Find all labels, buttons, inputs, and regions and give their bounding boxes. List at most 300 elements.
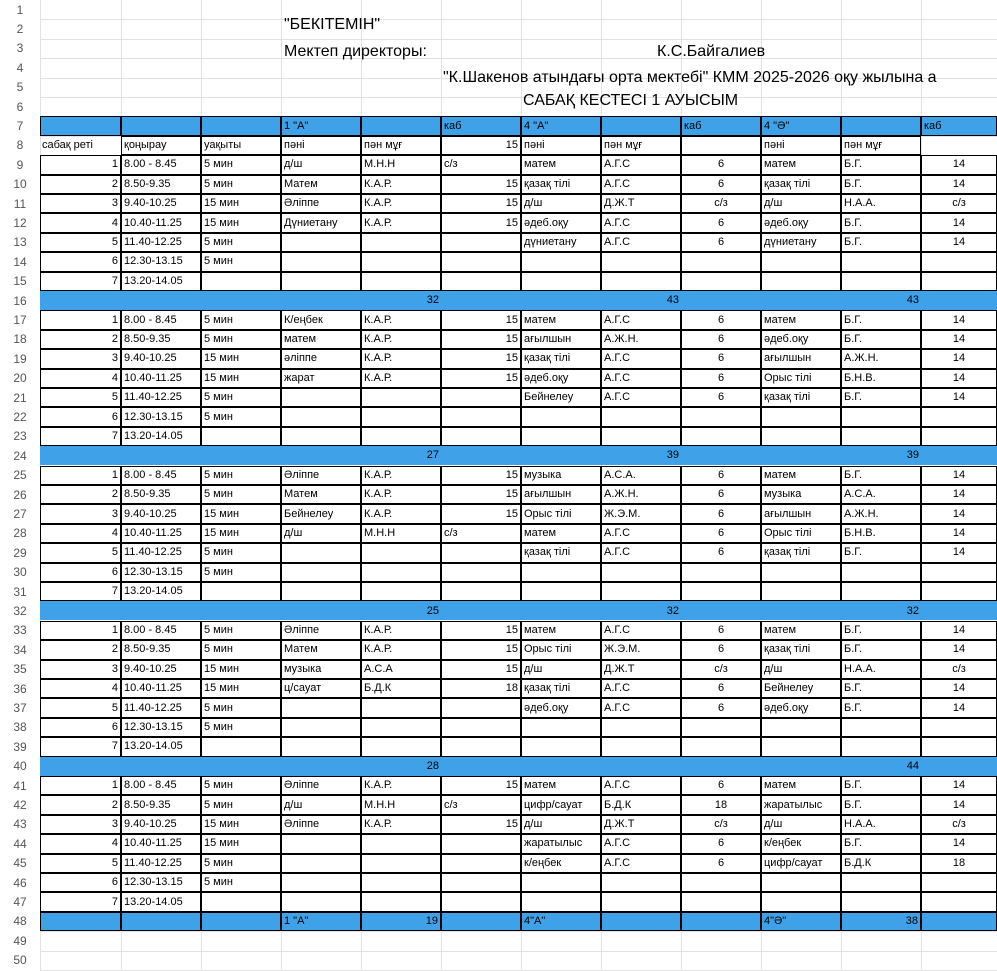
break-length[interactable]: 5 мин	[201, 388, 281, 407]
lesson-number[interactable]: 1	[40, 466, 121, 485]
kab-4ae[interactable]: 14	[921, 233, 997, 252]
break-length[interactable]: 15 мин	[201, 349, 281, 368]
subject-1a[interactable]	[281, 563, 361, 582]
row-number[interactable]: 16	[13, 293, 27, 308]
break-length[interactable]: 5 мин	[201, 640, 281, 659]
teacher-1a[interactable]	[361, 233, 441, 252]
lesson-number[interactable]: 4	[40, 834, 121, 853]
subject-4a[interactable]	[521, 563, 601, 582]
bell-time[interactable]: 8.50-9.35	[121, 640, 201, 659]
subject-1a[interactable]: ц/сауат	[281, 679, 361, 698]
subject-4ae[interactable]: цифр/сауат	[761, 854, 841, 873]
kab-1a[interactable]: с/з	[441, 155, 521, 174]
teacher-4ae[interactable]	[841, 563, 921, 582]
subject-4a[interactable]: к/еңбек	[521, 854, 601, 873]
bell-time[interactable]: 9.40-10.25	[121, 815, 201, 834]
break-length[interactable]: 5 мин	[201, 175, 281, 194]
bell-time[interactable]: 10.40-11.25	[121, 369, 201, 388]
subject-1a[interactable]: Әліппе	[281, 466, 361, 485]
subject-4a[interactable]	[521, 873, 601, 892]
lesson-number[interactable]: 4	[40, 213, 121, 232]
lesson-number[interactable]: 5	[40, 388, 121, 407]
teacher-4ae[interactable]: Б.Г.	[841, 795, 921, 814]
subject-4ae[interactable]: Бейнелеу	[761, 679, 841, 698]
teacher-4ae[interactable]: Б.Н.В.	[841, 369, 921, 388]
teacher-4ae[interactable]	[841, 718, 921, 737]
subject-4ae[interactable]: қазақ тілі	[761, 388, 841, 407]
lesson-number[interactable]: 4	[40, 679, 121, 698]
teacher-4a[interactable]	[601, 892, 681, 911]
row-number[interactable]: 26	[13, 487, 27, 502]
teacher-1a[interactable]: К.А.Р.	[361, 621, 441, 640]
subject-4ae[interactable]: қазақ тілі	[761, 640, 841, 659]
kab-4a[interactable]: с/з	[681, 660, 761, 679]
bar-cell[interactable]	[601, 116, 681, 135]
kab-1a[interactable]	[441, 233, 521, 252]
kab-1a[interactable]: 18	[441, 679, 521, 698]
kab-4ae[interactable]	[921, 582, 997, 601]
subject-1a[interactable]: Матем	[281, 640, 361, 659]
kab-4a[interactable]: 6	[681, 330, 761, 349]
break-length[interactable]: 15 мин	[201, 213, 281, 232]
row-number[interactable]: 30	[13, 565, 27, 580]
row-number[interactable]: 10	[13, 177, 27, 192]
kab-4a[interactable]: 6	[681, 621, 761, 640]
bell-time[interactable]: 12.30-13.15	[121, 407, 201, 426]
row-number[interactable]: 23	[13, 429, 27, 444]
teacher-4a[interactable]	[601, 272, 681, 291]
subject-4a[interactable]	[521, 718, 601, 737]
bar-cell[interactable]	[361, 116, 441, 135]
subject-1a[interactable]: жарат	[281, 369, 361, 388]
kab-4ae[interactable]: 14	[921, 504, 997, 523]
kab-1a[interactable]: 15	[441, 815, 521, 834]
kab-4ae[interactable]: 14	[921, 175, 997, 194]
bell-time[interactable]: 13.20-14.05	[121, 892, 201, 911]
row-number[interactable]: 42	[13, 797, 27, 812]
subject-4ae[interactable]	[761, 407, 841, 426]
break-length[interactable]: 5 мин	[201, 155, 281, 174]
break-length[interactable]	[201, 427, 281, 446]
kab-4a[interactable]: 6	[681, 834, 761, 853]
kab-4ae[interactable]: 14	[921, 698, 997, 717]
teacher-4ae[interactable]: Б.Г.	[841, 233, 921, 252]
teacher-4ae[interactable]: Б.Г.	[841, 679, 921, 698]
row-number[interactable]: 8	[16, 138, 24, 153]
kab-1a[interactable]: 15	[441, 466, 521, 485]
teacher-4a[interactable]: А.Ж.Н.	[601, 485, 681, 504]
kab-4a[interactable]	[681, 737, 761, 756]
teacher-1a[interactable]: К.А.Р.	[361, 330, 441, 349]
col-header-break[interactable]: уақыты	[201, 136, 281, 155]
teacher-4a[interactable]: А.Г.С	[601, 388, 681, 407]
bell-time[interactable]: 10.40-11.25	[121, 834, 201, 853]
break-length[interactable]: 5 мин	[201, 873, 281, 892]
kab-4ae[interactable]	[921, 427, 997, 446]
subject-4a[interactable]: Бейнелеу	[521, 388, 601, 407]
bell-time[interactable]: 9.40-10.25	[121, 660, 201, 679]
subject-1a[interactable]	[281, 854, 361, 873]
subject-4a[interactable]	[521, 252, 601, 271]
subject-4a[interactable]: қазақ тілі	[521, 175, 601, 194]
subject-4ae[interactable]: ағылшын	[761, 349, 841, 368]
bell-time[interactable]: 8.50-9.35	[121, 175, 201, 194]
subject-4a[interactable]: д/ш	[521, 660, 601, 679]
lesson-number[interactable]: 1	[40, 310, 121, 329]
subject-4a[interactable]: цифр/сауат	[521, 795, 601, 814]
subject-4a[interactable]	[521, 737, 601, 756]
subject-4a[interactable]: д/ш	[521, 815, 601, 834]
teacher-1a[interactable]: К.А.Р.	[361, 485, 441, 504]
teacher-1a[interactable]	[361, 407, 441, 426]
kab-1a[interactable]: 15	[441, 485, 521, 504]
kab-label[interactable]: каб	[681, 116, 761, 135]
subject-1a[interactable]: д/ш	[281, 155, 361, 174]
total-class-1a[interactable]: 1 "А"	[281, 912, 361, 931]
subject-4a[interactable]	[521, 407, 601, 426]
row-number[interactable]: 4	[16, 60, 24, 75]
kab-1a[interactable]: 15	[441, 213, 521, 232]
kab-4a[interactable]	[681, 427, 761, 446]
bar-cell[interactable]	[921, 912, 997, 931]
bar-value[interactable]: 32	[666, 604, 679, 617]
teacher-4a[interactable]: А.Г.С	[601, 854, 681, 873]
kab-4ae[interactable]	[921, 737, 997, 756]
bell-time[interactable]: 11.40-12.25	[121, 388, 201, 407]
lesson-number[interactable]: 7	[40, 272, 121, 291]
subject-1a[interactable]	[281, 834, 361, 853]
row-number[interactable]: 29	[13, 545, 27, 560]
subject-1a[interactable]: Әліппе	[281, 621, 361, 640]
lesson-number[interactable]: 2	[40, 795, 121, 814]
subject-4ae[interactable]: д/ш	[761, 815, 841, 834]
col-header-teacher[interactable]: пән мұғ	[601, 136, 681, 155]
kab-4ae[interactable]: 14	[921, 155, 997, 174]
subject-4a[interactable]: Орыс тілі	[521, 504, 601, 523]
row-number[interactable]: 18	[13, 332, 27, 347]
col-header-subject[interactable]: пәні	[281, 136, 361, 155]
subject-4ae[interactable]: ағылшын	[761, 504, 841, 523]
bar-value[interactable]: 39	[666, 449, 679, 462]
bell-time[interactable]: 8.00 - 8.45	[121, 155, 201, 174]
lesson-number[interactable]: 2	[40, 330, 121, 349]
bell-time[interactable]: 9.40-10.25	[121, 194, 201, 213]
lesson-number[interactable]: 6	[40, 873, 121, 892]
class-4a-label[interactable]: 4 "А"	[521, 116, 601, 135]
teacher-4ae[interactable]: Б.Г.	[841, 640, 921, 659]
teacher-4a[interactable]: А.Г.С	[601, 349, 681, 368]
teacher-1a[interactable]	[361, 427, 441, 446]
teacher-4ae[interactable]: Б.Г.	[841, 330, 921, 349]
bar-value[interactable]: 32	[426, 294, 439, 307]
subject-4a[interactable]: әдеб.оқу	[521, 698, 601, 717]
teacher-1a[interactable]: К.А.Р.	[361, 640, 441, 659]
subject-1a[interactable]: әліппе	[281, 349, 361, 368]
kab-4ae[interactable]	[921, 873, 997, 892]
teacher-1a[interactable]: М.Н.Н	[361, 155, 441, 174]
subject-4a[interactable]: ағылшын	[521, 485, 601, 504]
subject-1a[interactable]	[281, 892, 361, 911]
teacher-4a[interactable]: А.Г.С	[601, 621, 681, 640]
break-length[interactable]: 5 мин	[201, 698, 281, 717]
kab-4a[interactable]	[681, 873, 761, 892]
break-length[interactable]: 15 мин	[201, 679, 281, 698]
kab-1a[interactable]	[441, 563, 521, 582]
kab-4ae[interactable]: 14	[921, 466, 997, 485]
bell-time[interactable]: 13.20-14.05	[121, 272, 201, 291]
subject-4ae[interactable]: д/ш	[761, 660, 841, 679]
bar-cell[interactable]	[441, 912, 521, 931]
teacher-1a[interactable]: К.А.Р.	[361, 194, 441, 213]
teacher-4ae[interactable]: Б.Д.К	[841, 854, 921, 873]
teacher-4a[interactable]: Б.Д.К	[601, 795, 681, 814]
lesson-number[interactable]: 5	[40, 233, 121, 252]
break-length[interactable]: 15 мин	[201, 194, 281, 213]
break-length[interactable]: 5 мин	[201, 330, 281, 349]
teacher-1a[interactable]: М.Н.Н	[361, 795, 441, 814]
bar-cell[interactable]	[40, 912, 121, 931]
bell-time[interactable]: 9.40-10.25	[121, 504, 201, 523]
kab-4a[interactable]	[681, 582, 761, 601]
subject-4ae[interactable]: Орыс тілі	[761, 524, 841, 543]
teacher-4ae[interactable]	[841, 252, 921, 271]
kab-label[interactable]: каб	[441, 116, 521, 135]
row-number[interactable]: 9	[16, 157, 24, 172]
subject-4a[interactable]: ағылшын	[521, 330, 601, 349]
total-value-4ae[interactable]: 38	[841, 912, 921, 931]
break-length[interactable]: 5 мин	[201, 795, 281, 814]
teacher-4a[interactable]: А.Г.С	[601, 213, 681, 232]
lesson-number[interactable]: 3	[40, 349, 121, 368]
kab-4a[interactable]: 6	[681, 233, 761, 252]
kab-4ae[interactable]: 14	[921, 388, 997, 407]
subject-1a[interactable]	[281, 737, 361, 756]
teacher-1a[interactable]: К.А.Р.	[361, 369, 441, 388]
kab-4ae[interactable]: с/з	[921, 660, 997, 679]
break-length[interactable]: 15 мин	[201, 504, 281, 523]
break-length[interactable]	[201, 737, 281, 756]
row-number[interactable]: 36	[13, 681, 27, 696]
row-number[interactable]: 2	[16, 21, 24, 36]
bell-time[interactable]: 13.20-14.05	[121, 427, 201, 446]
bar-cell[interactable]	[601, 912, 681, 931]
row-number[interactable]: 15	[13, 274, 27, 289]
subject-4ae[interactable]	[761, 563, 841, 582]
teacher-4ae[interactable]: Б.Г.	[841, 776, 921, 795]
break-length[interactable]	[201, 582, 281, 601]
teacher-1a[interactable]: М.Н.Н	[361, 524, 441, 543]
subject-4ae[interactable]: жаратылыс	[761, 795, 841, 814]
bar-cell[interactable]	[40, 116, 121, 135]
kab-4ae[interactable]: 14	[921, 213, 997, 232]
kab-1a[interactable]	[441, 834, 521, 853]
row-number[interactable]: 47	[13, 894, 27, 909]
kab-4ae[interactable]: с/з	[921, 194, 997, 213]
lesson-number[interactable]: 1	[40, 621, 121, 640]
lesson-number[interactable]: 5	[40, 543, 121, 562]
subject-1a[interactable]	[281, 543, 361, 562]
subject-4a[interactable]: қазақ тілі	[521, 543, 601, 562]
subject-4a[interactable]: Орыс тілі	[521, 640, 601, 659]
kab-1a[interactable]	[441, 854, 521, 873]
break-length[interactable]	[201, 272, 281, 291]
teacher-1a[interactable]	[361, 563, 441, 582]
kab-4a[interactable]: 6	[681, 543, 761, 562]
kab-1a[interactable]: с/з	[441, 795, 521, 814]
bell-time[interactable]: 13.20-14.05	[121, 582, 201, 601]
kab-4a[interactable]: 6	[681, 175, 761, 194]
teacher-4ae[interactable]: Н.А.А.	[841, 815, 921, 834]
teacher-1a[interactable]: К.А.Р.	[361, 175, 441, 194]
row-number[interactable]: 13	[13, 235, 27, 250]
bell-time[interactable]: 12.30-13.15	[121, 563, 201, 582]
teacher-4a[interactable]	[601, 737, 681, 756]
break-length[interactable]: 5 мин	[201, 563, 281, 582]
row-number[interactable]: 33	[13, 623, 27, 638]
kab-4ae[interactable]: 14	[921, 330, 997, 349]
kab-4a[interactable]: 6	[681, 213, 761, 232]
kab-1a[interactable]: 15	[441, 776, 521, 795]
kab-4a[interactable]: 6	[681, 854, 761, 873]
row-number[interactable]: 5	[16, 80, 24, 95]
teacher-1a[interactable]	[361, 698, 441, 717]
col-header-kab[interactable]	[681, 136, 761, 155]
kab-1a[interactable]: с/з	[441, 524, 521, 543]
teacher-1a[interactable]	[361, 543, 441, 562]
teacher-4ae[interactable]: А.С.А.	[841, 485, 921, 504]
teacher-4ae[interactable]	[841, 427, 921, 446]
kab-4ae[interactable]: с/з	[921, 815, 997, 834]
kab-4ae[interactable]: 14	[921, 776, 997, 795]
teacher-1a[interactable]: К.А.Р.	[361, 310, 441, 329]
row-number[interactable]: 31	[13, 584, 27, 599]
lesson-number[interactable]: 1	[40, 776, 121, 795]
teacher-4a[interactable]: Ж.Э.М.	[601, 640, 681, 659]
lesson-number[interactable]: 3	[40, 660, 121, 679]
break-length[interactable]: 5 мин	[201, 543, 281, 562]
subject-1a[interactable]	[281, 407, 361, 426]
subject-4a[interactable]	[521, 272, 601, 291]
row-number[interactable]: 32	[13, 603, 27, 618]
subject-1a[interactable]: д/ш	[281, 524, 361, 543]
lesson-number[interactable]: 7	[40, 892, 121, 911]
lesson-number[interactable]: 6	[40, 252, 121, 271]
subject-4ae[interactable]: Орыс тілі	[761, 369, 841, 388]
kab-4a[interactable]: 6	[681, 776, 761, 795]
break-length[interactable]: 5 мин	[201, 776, 281, 795]
teacher-4ae[interactable]: Б.Г.	[841, 621, 921, 640]
bell-time[interactable]: 13.20-14.05	[121, 737, 201, 756]
kab-1a[interactable]	[441, 698, 521, 717]
kab-4ae[interactable]: 14	[921, 795, 997, 814]
break-length[interactable]: 5 мин	[201, 854, 281, 873]
teacher-4a[interactable]	[601, 718, 681, 737]
teacher-4a[interactable]: А.Г.С	[601, 175, 681, 194]
teacher-1a[interactable]: К.А.Р.	[361, 776, 441, 795]
kab-1a[interactable]	[441, 718, 521, 737]
col-header-teacher[interactable]: пән мұғ	[361, 136, 441, 155]
row-number[interactable]: 45	[13, 856, 27, 871]
teacher-4ae[interactable]: Б.Г.	[841, 175, 921, 194]
row-number[interactable]: 34	[13, 642, 27, 657]
teacher-4ae[interactable]	[841, 582, 921, 601]
teacher-1a[interactable]: К.А.Р.	[361, 504, 441, 523]
lesson-number[interactable]: 5	[40, 854, 121, 873]
row-number[interactable]: 12	[13, 215, 27, 230]
lesson-number[interactable]: 5	[40, 698, 121, 717]
teacher-4a[interactable]: Д.Ж.Т	[601, 194, 681, 213]
row-number[interactable]: 27	[13, 506, 27, 521]
lesson-number[interactable]: 1	[40, 155, 121, 174]
kab-4a[interactable]	[681, 252, 761, 271]
teacher-4ae[interactable]: А.Ж.Н.	[841, 349, 921, 368]
teacher-4ae[interactable]: Б.Г.	[841, 698, 921, 717]
row-number[interactable]: 48	[13, 914, 27, 929]
teacher-4a[interactable]: А.Г.С	[601, 776, 681, 795]
subject-4a[interactable]: қазақ тілі	[521, 679, 601, 698]
subject-4ae[interactable]: дүниетану	[761, 233, 841, 252]
teacher-4ae[interactable]: Н.А.А.	[841, 194, 921, 213]
bell-time[interactable]: 12.30-13.15	[121, 873, 201, 892]
bell-time[interactable]: 11.40-12.25	[121, 854, 201, 873]
row-number[interactable]: 49	[13, 933, 27, 948]
teacher-4ae[interactable]: Б.Н.В.	[841, 524, 921, 543]
subject-1a[interactable]	[281, 252, 361, 271]
break-length[interactable]: 5 мин	[201, 718, 281, 737]
kab-4ae[interactable]: 14	[921, 485, 997, 504]
lesson-number[interactable]: 6	[40, 563, 121, 582]
break-length[interactable]: 15 мин	[201, 524, 281, 543]
kab-4a[interactable]	[681, 892, 761, 911]
bar-cell[interactable]	[121, 912, 201, 931]
teacher-1a[interactable]: А.С.А	[361, 660, 441, 679]
kab-4a[interactable]: 6	[681, 698, 761, 717]
teacher-4ae[interactable]	[841, 892, 921, 911]
row-number[interactable]: 14	[13, 254, 27, 269]
subject-4a[interactable]	[521, 582, 601, 601]
kab-1a[interactable]	[441, 737, 521, 756]
row-number[interactable]: 6	[16, 99, 24, 114]
teacher-1a[interactable]: К.А.Р.	[361, 349, 441, 368]
bar-value[interactable]: 43	[906, 294, 919, 307]
teacher-4a[interactable]: А.Г.С	[601, 543, 681, 562]
bar-value[interactable]: 39	[906, 449, 919, 462]
subject-4ae[interactable]: матем	[761, 621, 841, 640]
kab-4ae[interactable]: 14	[921, 834, 997, 853]
bell-time[interactable]: 8.00 - 8.45	[121, 466, 201, 485]
teacher-4ae[interactable]: А.Ж.Н.	[841, 504, 921, 523]
teacher-4ae[interactable]: Б.Г.	[841, 388, 921, 407]
subject-1a[interactable]	[281, 233, 361, 252]
teacher-1a[interactable]: Б.Д.К	[361, 679, 441, 698]
subject-4ae[interactable]: матем	[761, 776, 841, 795]
teacher-1a[interactable]	[361, 892, 441, 911]
subject-1a[interactable]: Әліппе	[281, 194, 361, 213]
bar-cell[interactable]	[201, 912, 281, 931]
kab-1a[interactable]	[441, 407, 521, 426]
subject-1a[interactable]	[281, 427, 361, 446]
kab-4a[interactable]: 6	[681, 640, 761, 659]
teacher-4ae[interactable]: Б.Г.	[841, 543, 921, 562]
row-number[interactable]: 1	[16, 2, 24, 17]
subject-4ae[interactable]: матем	[761, 466, 841, 485]
teacher-4ae[interactable]	[841, 407, 921, 426]
kab-4a[interactable]: 6	[681, 466, 761, 485]
row-number[interactable]: 44	[13, 836, 27, 851]
break-length[interactable]: 15 мин	[201, 369, 281, 388]
bell-time[interactable]: 8.50-9.35	[121, 485, 201, 504]
teacher-1a[interactable]	[361, 718, 441, 737]
